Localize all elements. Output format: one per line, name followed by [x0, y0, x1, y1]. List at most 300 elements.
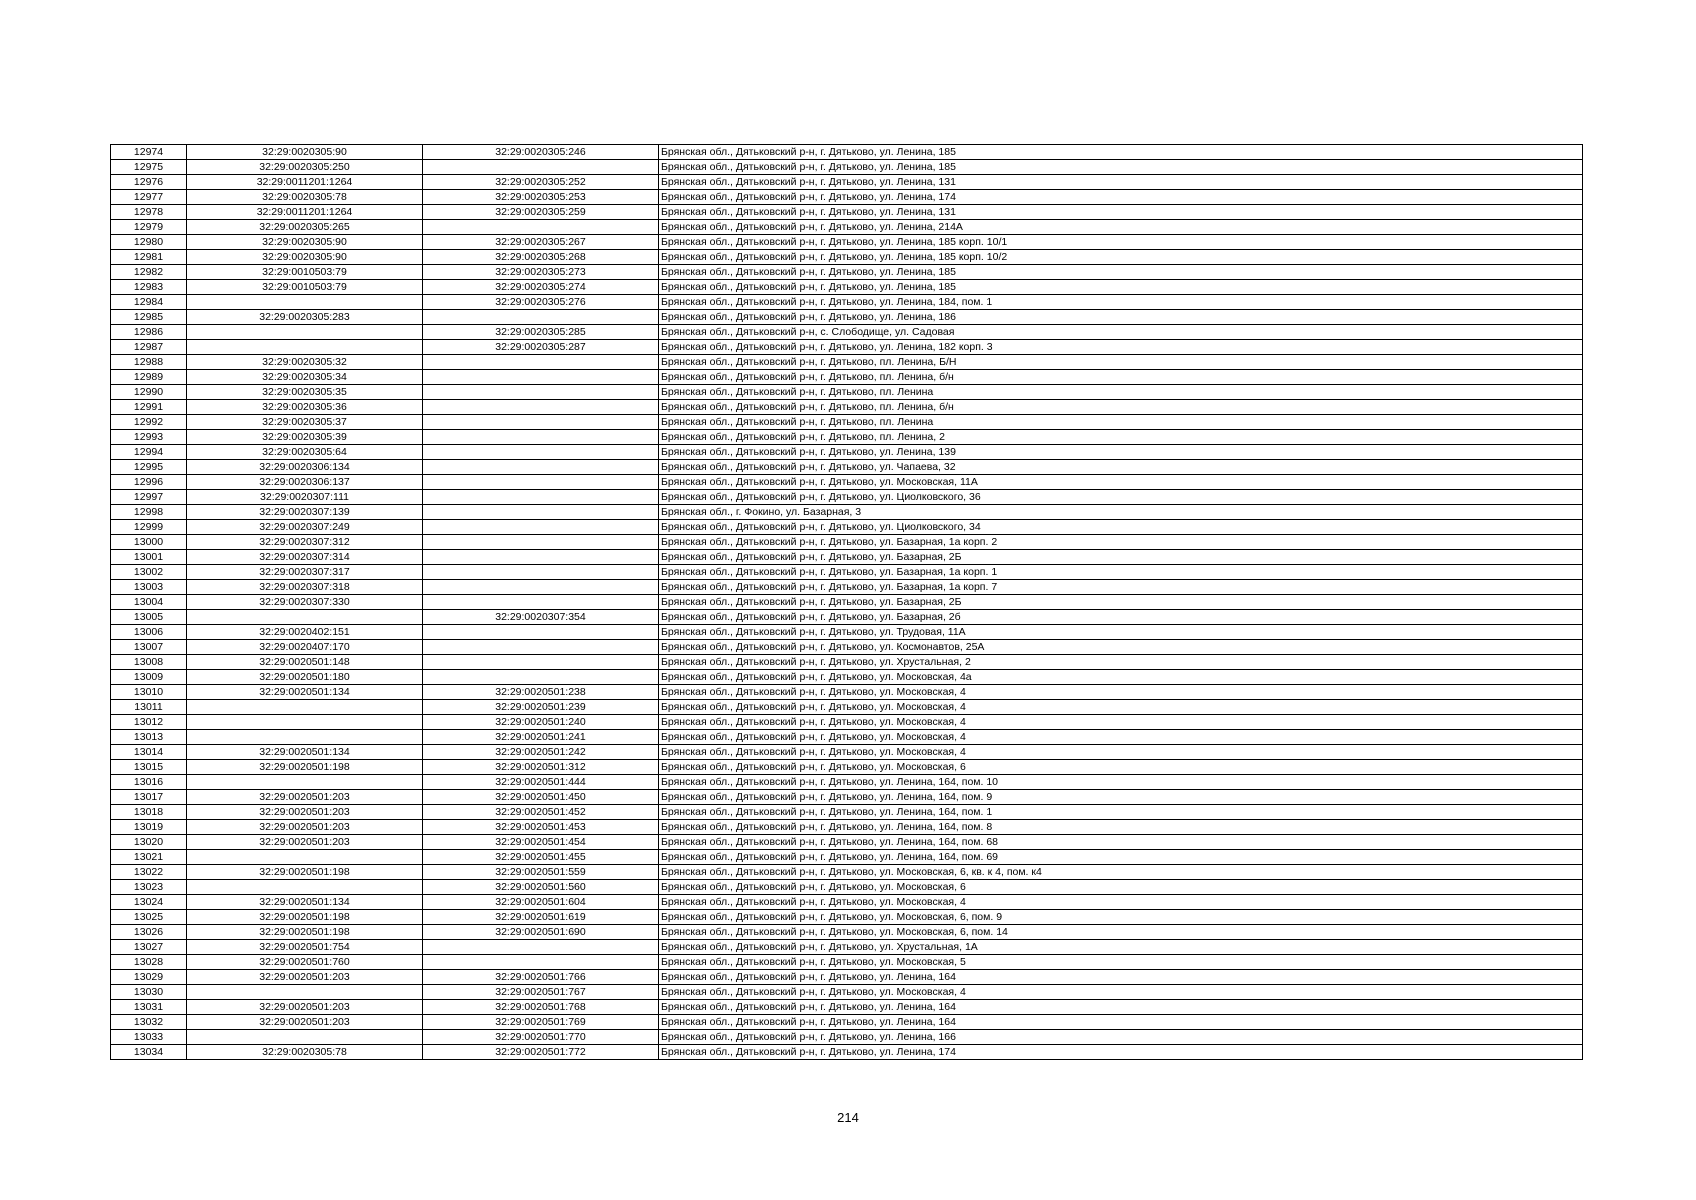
table-row: [111, 835, 1583, 850]
table-row: [111, 430, 1583, 445]
table-row: [111, 610, 1583, 625]
object-cadastral-number-cell: [423, 415, 659, 430]
cadastral-number-cell: 32:29:0020305:78: [187, 190, 423, 205]
table-row: [111, 595, 1583, 610]
address-cell: Брянская обл., Дятьковский р-н, г. Дятьково, ул. Ленина, 186: [659, 310, 1583, 325]
address-cell: Брянская обл., Дятьковский р-н, г. Дятьково, ул. Ленина, 185: [659, 160, 1583, 175]
cadastral-number-cell: 32:29:0020307:330: [187, 595, 423, 610]
row-number-cell: 12993: [111, 430, 187, 445]
address-cell: Брянская обл., Дятьковский р-н, г. Дятьково, ул. Чапаева, 32: [659, 460, 1583, 475]
table-row: [111, 775, 1583, 790]
address-cell: Брянская обл., Дятьковский р-н, г. Дятьково, ул. Космонавтов, 25А: [659, 640, 1583, 655]
cadastral-number-cell: 32:29:0010503:79: [187, 265, 423, 280]
cadastral-number-cell: 32:29:0020501:198: [187, 760, 423, 775]
address-cell: Брянская обл., Дятьковский р-н, г. Дятьково, ул. Московская, 4: [659, 700, 1583, 715]
object-cadastral-number-cell: [423, 310, 659, 325]
cadastral-number-cell: [187, 700, 423, 715]
object-cadastral-number-cell: 32:29:0020501:241: [423, 730, 659, 745]
cadastral-number-cell: 32:29:0020305:37: [187, 415, 423, 430]
object-cadastral-number-cell: 32:29:0020305:259: [423, 205, 659, 220]
row-number-cell: 12989: [111, 370, 187, 385]
row-number-cell: 13007: [111, 640, 187, 655]
object-cadastral-number-cell: [423, 625, 659, 640]
cadastral-number-cell: 32:29:0020501:134: [187, 685, 423, 700]
row-number-cell: 13006: [111, 625, 187, 640]
table-row: [111, 160, 1583, 175]
row-number-cell: 13028: [111, 955, 187, 970]
cadastral-number-cell: 32:29:0020305:64: [187, 445, 423, 460]
table-row: [111, 640, 1583, 655]
row-number-cell: 13016: [111, 775, 187, 790]
address-cell: Брянская обл., Дятьковский р-н, г. Дятьково, ул. Ленина, 174: [659, 190, 1583, 205]
cadastral-number-cell: 32:29:0020305:90: [187, 235, 423, 250]
table-row: [111, 820, 1583, 835]
row-number-cell: 13018: [111, 805, 187, 820]
table-row: [111, 730, 1583, 745]
object-cadastral-number-cell: [423, 595, 659, 610]
object-cadastral-number-cell: [423, 355, 659, 370]
table-row: [111, 145, 1583, 160]
row-number-cell: 12990: [111, 385, 187, 400]
cadastral-number-cell: 32:29:0020306:134: [187, 460, 423, 475]
cadastral-number-cell: 32:29:0020305:90: [187, 145, 423, 160]
document-page: [110, 144, 1582, 1060]
address-cell: Брянская обл., Дятьковский р-н, г. Дятьково, ул. Ленина, 174: [659, 1045, 1583, 1060]
table-row: [111, 910, 1583, 925]
row-number-cell: 13030: [111, 985, 187, 1000]
cadastral-number-cell: 32:29:0011201:1264: [187, 205, 423, 220]
row-number-cell: 13029: [111, 970, 187, 985]
cadastral-number-cell: 32:29:0020501:760: [187, 955, 423, 970]
cadastral-number-cell: 32:29:0020305:34: [187, 370, 423, 385]
row-number-cell: 13027: [111, 940, 187, 955]
address-cell: Брянская обл., Дятьковский р-н, г. Дятьково, ул. Циолковского, 34: [659, 520, 1583, 535]
table-row: [111, 565, 1583, 580]
table-row: [111, 385, 1583, 400]
cadastral-number-cell: [187, 325, 423, 340]
cadastral-number-cell: 32:29:0020501:203: [187, 1015, 423, 1030]
object-cadastral-number-cell: 32:29:0020305:285: [423, 325, 659, 340]
address-cell: Брянская обл., Дятьковский р-н, г. Дятьково, ул. Московская, 4: [659, 685, 1583, 700]
cadastral-number-cell: 32:29:0020305:32: [187, 355, 423, 370]
cadastral-number-cell: 32:29:0020501:203: [187, 970, 423, 985]
address-cell: Брянская обл., Дятьковский р-н, г. Дятьково, ул. Московская, 4: [659, 895, 1583, 910]
row-number-cell: 13011: [111, 700, 187, 715]
address-cell: Брянская обл., Дятьковский р-н, г. Дятьково, ул. Ленина, 164: [659, 970, 1583, 985]
row-number-cell: 13008: [111, 655, 187, 670]
address-cell: Брянская обл., Дятьковский р-н, г. Дятьково, ул. Московская, 4а: [659, 670, 1583, 685]
row-number-cell: 12977: [111, 190, 187, 205]
cadastral-number-cell: 32:29:0020501:203: [187, 1000, 423, 1015]
row-number-cell: 13005: [111, 610, 187, 625]
table-row: [111, 400, 1583, 415]
row-number-cell: 12980: [111, 235, 187, 250]
table-row: [111, 505, 1583, 520]
object-cadastral-number-cell: [423, 670, 659, 685]
address-cell: Брянская обл., Дятьковский р-н, г. Дятьково, ул. Ленина, 164, пом. 1: [659, 805, 1583, 820]
address-cell: Брянская обл., Дятьковский р-н, г. Дятьково, ул. Московская, 4: [659, 985, 1583, 1000]
object-cadastral-number-cell: [423, 475, 659, 490]
table-row: [111, 1015, 1583, 1030]
page-number: 214: [837, 1110, 859, 1125]
row-number-cell: 13012: [111, 715, 187, 730]
row-number-cell: 13022: [111, 865, 187, 880]
address-cell: Брянская обл., Дятьковский р-н, г. Дятьково, ул. Ленина, 164: [659, 1000, 1583, 1015]
row-number-cell: 13004: [111, 595, 187, 610]
row-number-cell: 13023: [111, 880, 187, 895]
object-cadastral-number-cell: 32:29:0020501:239: [423, 700, 659, 715]
object-cadastral-number-cell: 32:29:0020305:276: [423, 295, 659, 310]
table-row: [111, 205, 1583, 220]
address-cell: Брянская обл., Дятьковский р-н, г. Дятьково, пл. Ленина, Б/Н: [659, 355, 1583, 370]
cadastral-number-cell: 32:29:0020501:754: [187, 940, 423, 955]
table-row: [111, 250, 1583, 265]
address-cell: Брянская обл., Дятьковский р-н, г. Дятьково, ул. Ленина, 214А: [659, 220, 1583, 235]
object-cadastral-number-cell: [423, 505, 659, 520]
cadastral-number-cell: 32:29:0020305:250: [187, 160, 423, 175]
address-cell: Брянская обл., Дятьковский р-н, г. Дятьково, ул. Ленина, 131: [659, 175, 1583, 190]
row-number-cell: 12983: [111, 280, 187, 295]
table-row: [111, 1000, 1583, 1015]
row-number-cell: 13024: [111, 895, 187, 910]
cadastral-number-cell: 32:29:0020501:148: [187, 655, 423, 670]
object-cadastral-number-cell: [423, 430, 659, 445]
address-cell: Брянская обл., Дятьковский р-н, г. Дятьково, ул. Московская, 6, пом. 14: [659, 925, 1583, 940]
address-cell: Брянская обл., Дятьковский р-н, г. Дятьково, ул. Московская, 5: [659, 955, 1583, 970]
row-number-cell: 13026: [111, 925, 187, 940]
row-number-cell: 12987: [111, 340, 187, 355]
cadastral-number-cell: [187, 1030, 423, 1045]
cadastral-number-cell: [187, 985, 423, 1000]
address-cell: Брянская обл., Дятьковский р-н, г. Дятьково, ул. Московская, 4: [659, 730, 1583, 745]
cadastral-number-cell: 32:29:0020307:317: [187, 565, 423, 580]
table-row: [111, 1045, 1583, 1060]
table-row: [111, 460, 1583, 475]
row-number-cell: 12996: [111, 475, 187, 490]
table-row: [111, 535, 1583, 550]
table-row: [111, 970, 1583, 985]
table-row: [111, 190, 1583, 205]
cadastral-number-cell: 32:29:0020305:90: [187, 250, 423, 265]
object-cadastral-number-cell: 32:29:0020501:560: [423, 880, 659, 895]
object-cadastral-number-cell: 32:29:0020501:766: [423, 970, 659, 985]
address-cell: Брянская обл., Дятьковский р-н, г. Дятьково, ул. Ленина, 185 корп. 10/2: [659, 250, 1583, 265]
row-number-cell: 12982: [111, 265, 187, 280]
cadastral-number-cell: 32:29:0020501:180: [187, 670, 423, 685]
table-row: [111, 655, 1583, 670]
table-row: [111, 235, 1583, 250]
address-cell: Брянская обл., Дятьковский р-н, г. Дятьково, пл. Ленина: [659, 385, 1583, 400]
row-number-cell: 13033: [111, 1030, 187, 1045]
table-body: [111, 145, 1583, 1060]
table-row: [111, 370, 1583, 385]
row-number-cell: 13021: [111, 850, 187, 865]
address-cell: Брянская обл., Дятьковский р-н, г. Дятьково, ул. Ленина, 185: [659, 145, 1583, 160]
address-cell: Брянская обл., г. Фокино, ул. Базарная, 3: [659, 505, 1583, 520]
address-cell: Брянская обл., Дятьковский р-н, г. Дятьково, ул. Ленина, 139: [659, 445, 1583, 460]
object-cadastral-number-cell: [423, 550, 659, 565]
row-number-cell: 13002: [111, 565, 187, 580]
object-cadastral-number-cell: [423, 385, 659, 400]
object-cadastral-number-cell: 32:29:0020501:619: [423, 910, 659, 925]
row-number-cell: 12978: [111, 205, 187, 220]
cadastral-number-cell: [187, 730, 423, 745]
cadastral-number-cell: 32:29:0020306:137: [187, 475, 423, 490]
cadastral-number-cell: 32:29:0020407:170: [187, 640, 423, 655]
object-cadastral-number-cell: 32:29:0020305:252: [423, 175, 659, 190]
cadastral-number-cell: 32:29:0020501:134: [187, 895, 423, 910]
address-cell: Брянская обл., Дятьковский р-н, г. Дятьково, пл. Ленина: [659, 415, 1583, 430]
object-cadastral-number-cell: 32:29:0020501:450: [423, 790, 659, 805]
cadastral-number-cell: 32:29:0020307:139: [187, 505, 423, 520]
row-number-cell: 12975: [111, 160, 187, 175]
object-cadastral-number-cell: 32:29:0020501:767: [423, 985, 659, 1000]
row-number-cell: 12995: [111, 460, 187, 475]
table-row: [111, 685, 1583, 700]
table-row: [111, 520, 1583, 535]
row-number-cell: 12997: [111, 490, 187, 505]
table-row: [111, 670, 1583, 685]
table-row: [111, 745, 1583, 760]
row-number-cell: 13000: [111, 535, 187, 550]
object-cadastral-number-cell: 32:29:0020501:453: [423, 820, 659, 835]
object-cadastral-number-cell: 32:29:0020501:454: [423, 835, 659, 850]
object-cadastral-number-cell: [423, 655, 659, 670]
row-number-cell: 13017: [111, 790, 187, 805]
row-number-cell: 13001: [111, 550, 187, 565]
table-row: [111, 880, 1583, 895]
table-row: [111, 325, 1583, 340]
table-row: [111, 715, 1583, 730]
cadastral-number-cell: [187, 610, 423, 625]
object-cadastral-number-cell: [423, 400, 659, 415]
object-cadastral-number-cell: [423, 220, 659, 235]
address-cell: Брянская обл., Дятьковский р-н, г. Дятьково, ул. Ленина, 164, пом. 68: [659, 835, 1583, 850]
row-number-cell: 12998: [111, 505, 187, 520]
cadastral-number-cell: 32:29:0020305:265: [187, 220, 423, 235]
row-number-cell: 13010: [111, 685, 187, 700]
cadastral-number-cell: 32:29:0020307:318: [187, 580, 423, 595]
address-cell: Брянская обл., Дятьковский р-н, г. Дятьково, ул. Московская, 11А: [659, 475, 1583, 490]
cadastral-number-cell: 32:29:0020501:203: [187, 835, 423, 850]
table-row: [111, 895, 1583, 910]
object-cadastral-number-cell: 32:29:0020305:268: [423, 250, 659, 265]
row-number-cell: 13032: [111, 1015, 187, 1030]
object-cadastral-number-cell: 32:29:0020501:769: [423, 1015, 659, 1030]
address-cell: Брянская обл., Дятьковский р-н, г. Дятьково, ул. Циолковского, 36: [659, 490, 1583, 505]
table-row: [111, 955, 1583, 970]
table-row: [111, 220, 1583, 235]
cadastral-number-cell: 32:29:0020501:134: [187, 745, 423, 760]
row-number-cell: 12986: [111, 325, 187, 340]
table-row: [111, 295, 1583, 310]
row-number-cell: 13020: [111, 835, 187, 850]
row-number-cell: 12984: [111, 295, 187, 310]
row-number-cell: 12981: [111, 250, 187, 265]
object-cadastral-number-cell: 32:29:0020305:246: [423, 145, 659, 160]
table-row: [111, 490, 1583, 505]
table-row: [111, 265, 1583, 280]
address-cell: Брянская обл., Дятьковский р-н, г. Дятьково, ул. Базарная, 2Б: [659, 595, 1583, 610]
object-cadastral-number-cell: 32:29:0020305:273: [423, 265, 659, 280]
object-cadastral-number-cell: [423, 955, 659, 970]
row-number-cell: 12991: [111, 400, 187, 415]
object-cadastral-number-cell: [423, 565, 659, 580]
address-cell: Брянская обл., Дятьковский р-н, г. Дятьково, ул. Трудовая, 11А: [659, 625, 1583, 640]
row-number-cell: 13003: [111, 580, 187, 595]
address-cell: Брянская обл., Дятьковский р-н, г. Дятьково, пл. Ленина, 2: [659, 430, 1583, 445]
address-cell: Брянская обл., Дятьковский р-н, г. Дятьково, ул. Базарная, 1а корп. 2: [659, 535, 1583, 550]
object-cadastral-number-cell: 32:29:0020501:604: [423, 895, 659, 910]
row-number-cell: 13009: [111, 670, 187, 685]
row-number-cell: 12979: [111, 220, 187, 235]
row-number-cell: 13034: [111, 1045, 187, 1060]
table-row: [111, 580, 1583, 595]
address-cell: Брянская обл., Дятьковский р-н, г. Дятьково, ул. Ленина, 166: [659, 1030, 1583, 1045]
object-cadastral-number-cell: [423, 940, 659, 955]
row-number-cell: 12976: [111, 175, 187, 190]
address-cell: Брянская обл., Дятьковский р-н, г. Дятьково, ул. Базарная, 1а корп. 7: [659, 580, 1583, 595]
object-cadastral-number-cell: [423, 520, 659, 535]
address-cell: Брянская обл., Дятьковский р-н, г. Дятьково, ул. Ленина, 131: [659, 205, 1583, 220]
table-row: [111, 355, 1583, 370]
cadastral-number-cell: 32:29:0020307:249: [187, 520, 423, 535]
object-cadastral-number-cell: [423, 580, 659, 595]
object-cadastral-number-cell: 32:29:0020501:559: [423, 865, 659, 880]
object-cadastral-number-cell: 32:29:0020501:455: [423, 850, 659, 865]
cadastral-number-cell: 32:29:0020305:36: [187, 400, 423, 415]
object-cadastral-number-cell: 32:29:0020305:274: [423, 280, 659, 295]
address-cell: Брянская обл., Дятьковский р-н, г. Дятьково, ул. Хрустальная, 1А: [659, 940, 1583, 955]
table-row: [111, 760, 1583, 775]
property-table: [110, 144, 1583, 1060]
address-cell: Брянская обл., Дятьковский р-н, г. Дятьково, ул. Ленина, 164, пом. 8: [659, 820, 1583, 835]
address-cell: Брянская обл., Дятьковский р-н, г. Дятьково, ул. Московская, 4: [659, 715, 1583, 730]
cadastral-number-cell: 32:29:0020307:111: [187, 490, 423, 505]
address-cell: Брянская обл., Дятьковский р-н, г. Дятьково, ул. Хрустальная, 2: [659, 655, 1583, 670]
object-cadastral-number-cell: 32:29:0020501:312: [423, 760, 659, 775]
row-number-cell: 12992: [111, 415, 187, 430]
cadastral-number-cell: 32:29:0010503:79: [187, 280, 423, 295]
table-row: [111, 940, 1583, 955]
address-cell: Брянская обл., Дятьковский р-н, г. Дятьково, ул. Ленина, 164, пом. 69: [659, 850, 1583, 865]
object-cadastral-number-cell: 32:29:0020501:690: [423, 925, 659, 940]
object-cadastral-number-cell: 32:29:0020501:238: [423, 685, 659, 700]
address-cell: Брянская обл., Дятьковский р-н, г. Дятьково, ул. Ленина, 164, пом. 9: [659, 790, 1583, 805]
row-number-cell: 13019: [111, 820, 187, 835]
table-row: [111, 865, 1583, 880]
object-cadastral-number-cell: [423, 640, 659, 655]
cadastral-number-cell: 32:29:0020501:203: [187, 805, 423, 820]
cadastral-number-cell: 32:29:0020305:283: [187, 310, 423, 325]
cadastral-number-cell: 32:29:0011201:1264: [187, 175, 423, 190]
object-cadastral-number-cell: 32:29:0020501:444: [423, 775, 659, 790]
object-cadastral-number-cell: [423, 460, 659, 475]
object-cadastral-number-cell: [423, 535, 659, 550]
cadastral-number-cell: 32:29:0020501:198: [187, 925, 423, 940]
table-row: [111, 625, 1583, 640]
table-row: [111, 475, 1583, 490]
cadastral-number-cell: 32:29:0020307:314: [187, 550, 423, 565]
cadastral-number-cell: 32:29:0020402:151: [187, 625, 423, 640]
address-cell: Брянская обл., Дятьковский р-н, г. Дятьково, ул. Московская, 6, кв. к 4, пом. к4: [659, 865, 1583, 880]
cadastral-number-cell: [187, 340, 423, 355]
cadastral-number-cell: 32:29:0020305:35: [187, 385, 423, 400]
row-number-cell: 13015: [111, 760, 187, 775]
address-cell: Брянская обл., Дятьковский р-н, г. Дятьково, ул. Ленина, 182 корп. 3: [659, 340, 1583, 355]
row-number-cell: 13025: [111, 910, 187, 925]
cadastral-number-cell: [187, 880, 423, 895]
row-number-cell: 13014: [111, 745, 187, 760]
object-cadastral-number-cell: [423, 490, 659, 505]
object-cadastral-number-cell: 32:29:0020307:354: [423, 610, 659, 625]
object-cadastral-number-cell: 32:29:0020501:772: [423, 1045, 659, 1060]
object-cadastral-number-cell: 32:29:0020305:287: [423, 340, 659, 355]
address-cell: Брянская обл., Дятьковский р-н, г. Дятьково, ул. Ленина, 185: [659, 280, 1583, 295]
address-cell: Брянская обл., Дятьковский р-н, г. Дятьково, пл. Ленина, б/н: [659, 370, 1583, 385]
address-cell: Брянская обл., Дятьковский р-н, г. Дятьково, ул. Ленина, 184, пом. 1: [659, 295, 1583, 310]
object-cadastral-number-cell: 32:29:0020305:253: [423, 190, 659, 205]
table-row: [111, 700, 1583, 715]
row-number-cell: 12985: [111, 310, 187, 325]
address-cell: Брянская обл., Дятьковский р-н, г. Дятьково, ул. Московская, 6: [659, 760, 1583, 775]
cadastral-number-cell: 32:29:0020501:198: [187, 865, 423, 880]
cadastral-number-cell: 32:29:0020305:78: [187, 1045, 423, 1060]
address-cell: Брянская обл., Дятьковский р-н, г. Дятьково, ул. Ленина, 164: [659, 1015, 1583, 1030]
address-cell: Брянская обл., Дятьковский р-н, г. Дятьково, пл. Ленина, б/н: [659, 400, 1583, 415]
address-cell: Брянская обл., Дятьковский р-н, г. Дятьково, ул. Ленина, 185 корп. 10/1: [659, 235, 1583, 250]
table-row: [111, 340, 1583, 355]
row-number-cell: 12994: [111, 445, 187, 460]
cadastral-number-cell: 32:29:0020307:312: [187, 535, 423, 550]
table-row: [111, 175, 1583, 190]
address-cell: Брянская обл., Дятьковский р-н, г. Дятьково, ул. Московская, 6, пом. 9: [659, 910, 1583, 925]
row-number-cell: 12999: [111, 520, 187, 535]
table-row: [111, 1030, 1583, 1045]
table-row: [111, 790, 1583, 805]
address-cell: Брянская обл., Дятьковский р-н, г. Дятьково, ул. Ленина, 185: [659, 265, 1583, 280]
object-cadastral-number-cell: [423, 370, 659, 385]
object-cadastral-number-cell: 32:29:0020305:267: [423, 235, 659, 250]
address-cell: Брянская обл., Дятьковский р-н, с. Слободище, ул. Садовая: [659, 325, 1583, 340]
table-row: [111, 280, 1583, 295]
cadastral-number-cell: 32:29:0020501:203: [187, 820, 423, 835]
row-number-cell: 13031: [111, 1000, 187, 1015]
table-row: [111, 550, 1583, 565]
address-cell: Брянская обл., Дятьковский р-н, г. Дятьково, ул. Базарная, 2Б: [659, 550, 1583, 565]
cadastral-number-cell: 32:29:0020501:198: [187, 910, 423, 925]
object-cadastral-number-cell: [423, 160, 659, 175]
table-row: [111, 445, 1583, 460]
cadastral-number-cell: [187, 295, 423, 310]
cadastral-number-cell: 32:29:0020305:39: [187, 430, 423, 445]
cadastral-number-cell: [187, 715, 423, 730]
object-cadastral-number-cell: 32:29:0020501:242: [423, 745, 659, 760]
table-row: [111, 805, 1583, 820]
row-number-cell: 13013: [111, 730, 187, 745]
address-cell: Брянская обл., Дятьковский р-н, г. Дятьково, ул. Базарная, 1а корп. 1: [659, 565, 1583, 580]
row-number-cell: 12988: [111, 355, 187, 370]
row-number-cell: 12974: [111, 145, 187, 160]
address-cell: Брянская обл., Дятьковский р-н, г. Дятьково, ул. Базарная, 2б: [659, 610, 1583, 625]
cadastral-number-cell: 32:29:0020501:203: [187, 790, 423, 805]
cadastral-number-cell: [187, 850, 423, 865]
object-cadastral-number-cell: 32:29:0020501:768: [423, 1000, 659, 1015]
address-cell: Брянская обл., Дятьковский р-н, г. Дятьково, ул. Ленина, 164, пом. 10: [659, 775, 1583, 790]
object-cadastral-number-cell: [423, 445, 659, 460]
address-cell: Брянская обл., Дятьковский р-н, г. Дятьково, ул. Московская, 4: [659, 745, 1583, 760]
table-row: [111, 850, 1583, 865]
